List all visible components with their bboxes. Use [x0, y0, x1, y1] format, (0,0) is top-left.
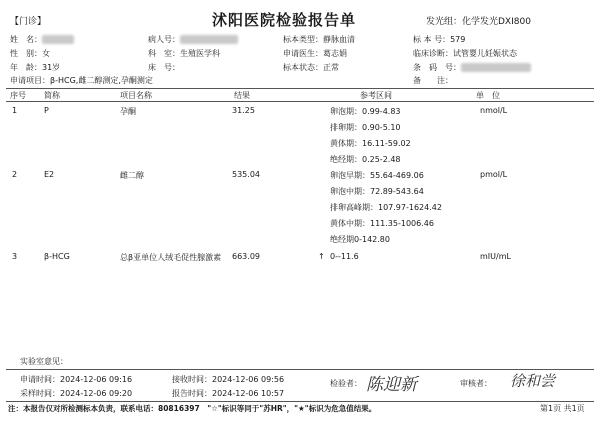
row-result: 535.04	[232, 170, 260, 179]
row-ref-line: 卵泡中期：72.89-543.64	[330, 187, 424, 196]
row-no: 3	[12, 252, 18, 261]
row-ref-line: 绝经期0-142.80	[330, 235, 390, 244]
col-header-reference: 参考区间	[360, 91, 392, 100]
reviewer-signature: 徐和尝	[510, 372, 556, 390]
specimen-status: 标本状态：正常	[283, 63, 339, 72]
col-header-no: 序号	[10, 91, 26, 100]
footer-rule	[6, 369, 594, 370]
patient-name: 姓 名：	[10, 34, 74, 45]
patient-age: 年 龄：31岁	[10, 63, 61, 72]
remark: 备 注：	[413, 76, 453, 85]
row-abbr: E2	[44, 170, 55, 179]
instrument: 发光组：化学发光DXI800	[426, 17, 531, 27]
report-title: 沭阳医院检验报告单	[212, 11, 357, 29]
row-unit: pmol/L	[480, 170, 508, 179]
row-name: 总β亚单位人绒毛促性腺激素	[120, 253, 222, 262]
col-header-abbr: 简称	[44, 91, 60, 100]
row-unit: mIU/mL	[480, 252, 511, 261]
row-ref-line: 卵泡早期：55.64-469.06	[330, 171, 424, 180]
row-abbr: P	[44, 106, 49, 115]
receive-time: 接收时间：2024-12-06 09:56	[172, 375, 285, 384]
requesting-doctor: 申请医生：葛志娟	[283, 49, 347, 58]
request-time: 申请时间：2024-12-06 09:16	[20, 375, 133, 384]
bed-number: 床 号：	[148, 63, 180, 72]
col-header-result: 结果	[234, 91, 250, 100]
patient-number: 病人号：	[148, 34, 238, 45]
barcode: 条 码 号：	[413, 62, 531, 73]
row-unit: nmol/L	[480, 106, 508, 115]
row-ref-line: 排卵期：0.90-5.10	[330, 123, 401, 132]
department: 科 室：生殖医学科	[148, 49, 220, 58]
row-no: 2	[12, 170, 18, 179]
row-result: 663.09	[232, 252, 260, 261]
redacted-patient-no	[180, 35, 238, 44]
patient-sex: 性 别：女	[10, 49, 50, 58]
footer-note: 注：本报告仅对所检测标本负责，联系电话：80816397 "☆"标识等同于"苏HR"，"★"标识为危急值结果。	[8, 404, 377, 413]
row-ref-line: 0--11.6	[330, 252, 359, 261]
row-no: 1	[12, 106, 18, 115]
visit-type: 【门诊】	[10, 17, 47, 27]
report-time: 报告时间：2024-12-06 10:57	[172, 389, 285, 398]
inspector-signature: 陈迎新	[366, 375, 417, 395]
clinical-diagnosis: 临床诊断：试管婴儿妊娠状态	[413, 49, 517, 58]
row-ref-line: 绝经期：0.25-2.48	[330, 155, 401, 164]
table-header-rule	[6, 101, 594, 102]
inspector-label: 检验者：	[330, 379, 362, 388]
row-name: 孕酮	[120, 107, 136, 116]
specimen-number: 标 本 号：579	[413, 35, 466, 44]
redacted-barcode	[461, 63, 531, 72]
row-ref-line: 排卵高峰期：107.97-1624.42	[330, 203, 442, 212]
col-header-name: 项目名称	[120, 91, 152, 100]
collect-time: 采样时间：2024-12-06 09:20	[20, 389, 133, 398]
lab-opinion: 实验室意见：	[20, 357, 68, 366]
row-result: 31.25	[232, 106, 255, 115]
specimen-type: 标本类型：静脉血清	[283, 35, 355, 44]
request-items: 申请项目：β-HCG,雌二醇测定,孕酮测定	[10, 76, 153, 85]
col-header-unit: 单 位	[476, 91, 500, 100]
row-name: 雌二醇	[120, 171, 144, 180]
reviewer-label: 审核者：	[460, 379, 492, 388]
table-top-rule	[6, 88, 594, 89]
page-number: 第1页 共1页	[540, 404, 585, 413]
row-ref-line: 黄体中期：111.35-1006.46	[330, 219, 434, 228]
note-rule	[6, 401, 594, 402]
row-ref-line: 黄体期：16.11-59.02	[330, 139, 411, 148]
high-flag-icon: ↑	[318, 252, 325, 261]
redacted-name	[42, 35, 74, 44]
row-abbr: β-HCG	[44, 252, 70, 261]
row-ref-line: 卵泡期：0.99-4.83	[330, 107, 401, 116]
